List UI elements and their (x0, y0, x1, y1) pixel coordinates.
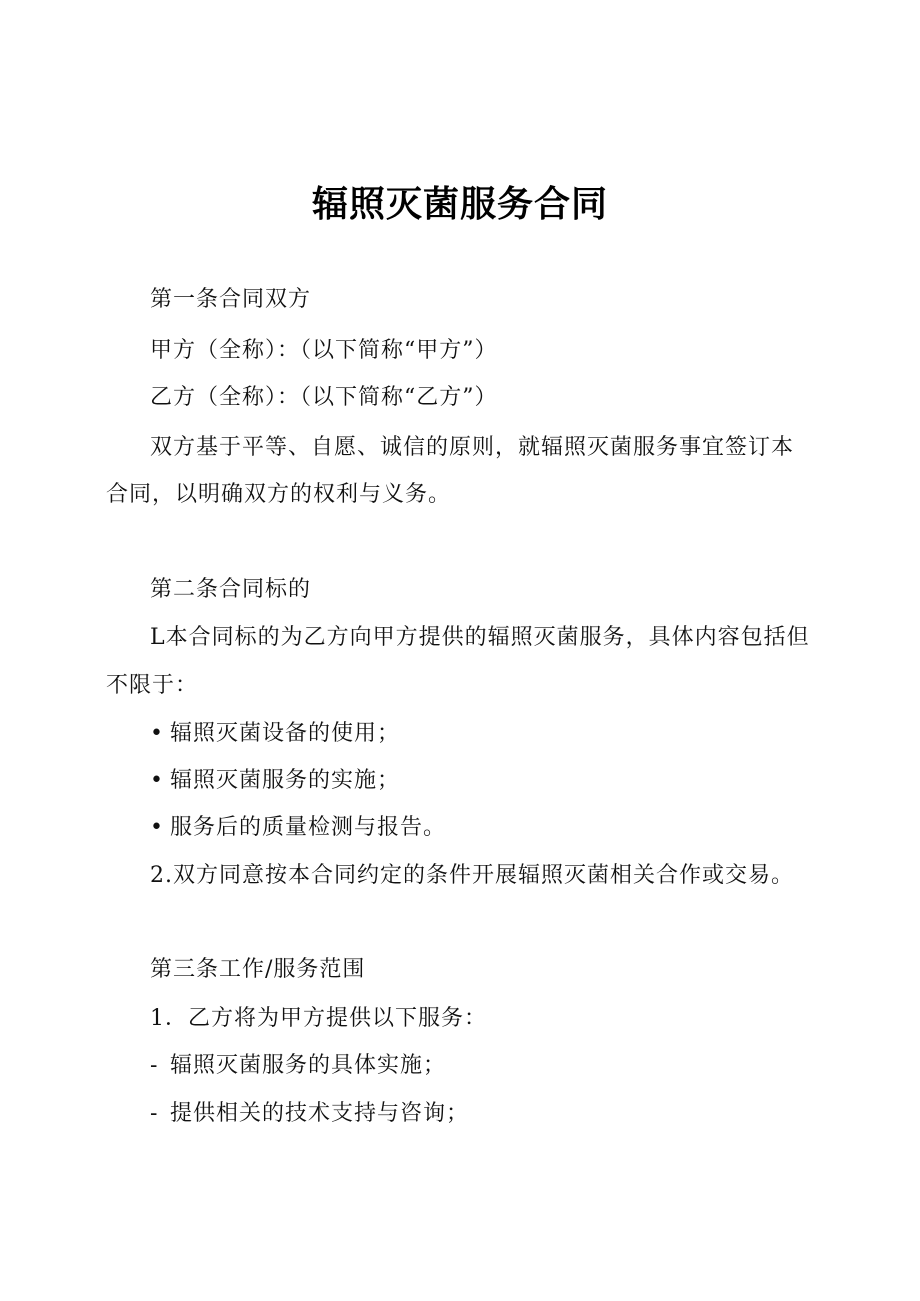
list-item (150, 718, 400, 750)
list-item (150, 1098, 469, 1130)
list-item-text: 辐照灭菌服务的实施； (170, 768, 401, 793)
party-a-line: 甲方（全称）：（以下简称“甲方”） (150, 338, 498, 363)
bullet-icon: • (150, 721, 164, 746)
article3-heading: 第三条工作/服务范围 (150, 957, 366, 982)
list-item-text: 辐照灭菌设备的使用； (170, 721, 401, 746)
dash-icon: - (150, 1101, 159, 1126)
document-title: 辐照灭菌服务合同 (311, 184, 608, 225)
list-item (150, 812, 446, 844)
party-b-line: 乙方（全称）：（以下简称“乙方”） (150, 385, 498, 410)
bullet-icon: • (150, 815, 164, 840)
article1-intro-line2: 合同，以明确双方的权利与义务。 (106, 482, 452, 507)
list-item-text: 辐照灭菌服务的具体实施； (170, 1053, 447, 1078)
article1-heading: 第一条合同双方 (150, 287, 312, 312)
article2-clause1-line2: 不限于： (106, 673, 199, 698)
article3-clause1: 1．乙方将为甲方提供以下服务： (150, 1006, 487, 1031)
list-item (150, 1050, 446, 1082)
list-item-text: 服务后的质量检测与报告。 (170, 815, 447, 840)
list-item-text: 提供相关的技术支持与咨询； (170, 1101, 470, 1126)
dash-icon: - (150, 1053, 159, 1078)
article2-heading: 第二条合同标的 (150, 577, 312, 602)
article1-intro-line1: 双方基于平等、自愿、诚信的原则，就辐照灭菌服务事宜签订本 (150, 435, 795, 460)
article2-clause2: 2.双方同意按本合同约定的条件开展辐照灭菌相关合作或交易。 (150, 863, 794, 888)
bullet-icon: • (150, 768, 164, 793)
list-item (150, 765, 400, 797)
article2-clause1-line1: L本合同标的为乙方向甲方提供的辐照灭菌服务，具体内容包括但 (150, 625, 810, 650)
